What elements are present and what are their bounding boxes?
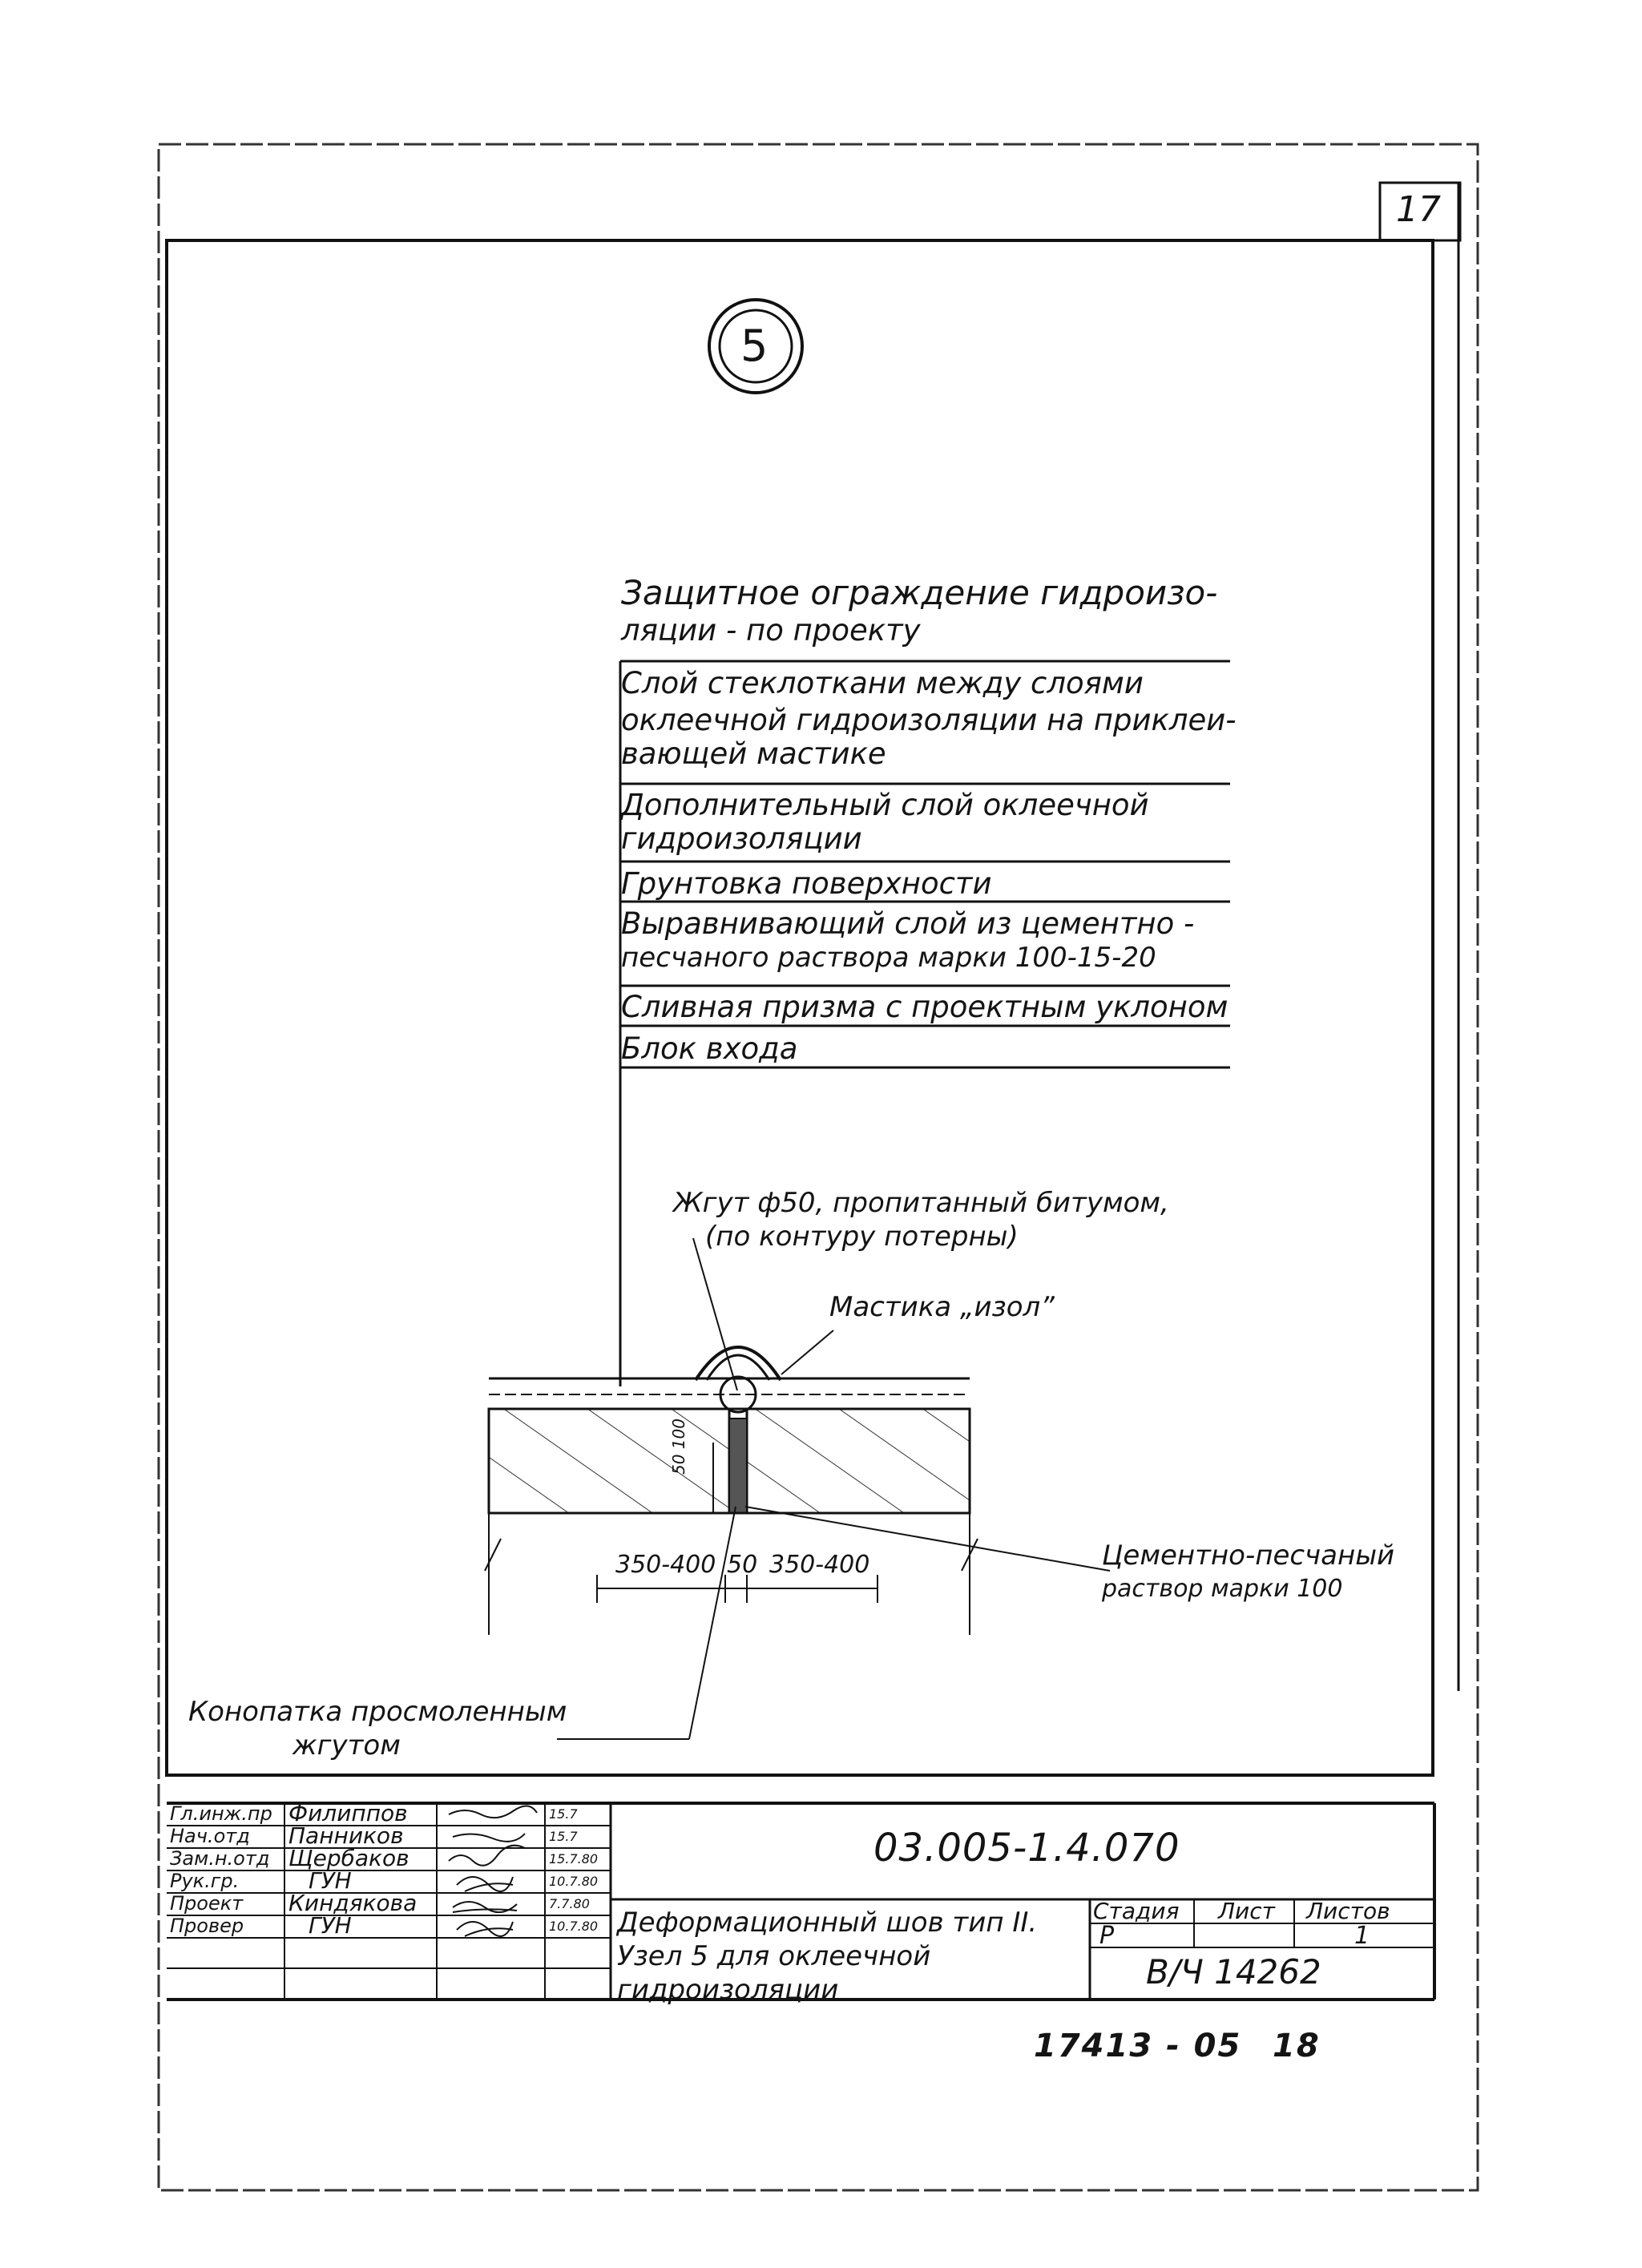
note-line: Грунтовка поверхности	[621, 866, 992, 901]
sheet-number: 17	[1396, 189, 1441, 230]
title-line: Деформационный шов тип II.	[617, 1907, 1038, 1939]
document-code: 03.005-1.4.070	[873, 1826, 1180, 1870]
role-date: 15.7.80	[549, 1851, 599, 1866]
archive-number: 17413 - 05	[1034, 2028, 1242, 2064]
role-date: 15.7	[549, 1829, 578, 1844]
note-entrance-block	[621, 1031, 797, 1067]
callout-mortar	[1102, 1539, 1394, 1606]
role-label: Нач.отд	[170, 1825, 250, 1847]
sheet-header: Лист	[1218, 1898, 1275, 1924]
callout-line: Цементно-песчаный	[1102, 1540, 1395, 1572]
joint-filler	[729, 1419, 747, 1513]
outer-dashed-border	[159, 144, 1478, 2190]
callout-line: Жгут ф50, пропитанный битумом,	[673, 1187, 1169, 1219]
role-name: Филиппов	[288, 1800, 408, 1826]
callout-line: (по контуру потерны)	[705, 1221, 1019, 1253]
note-drain-prism	[621, 989, 1228, 1026]
sheets-header: Листов	[1306, 1898, 1390, 1924]
role-name: ГУН	[309, 1912, 352, 1939]
note-line: Дополнительный слой оклеечной	[621, 788, 1149, 822]
sheets-value: 1	[1354, 1922, 1370, 1950]
note-line: Выравнивающий слой из цементно -	[621, 906, 1195, 941]
note-primer	[621, 866, 992, 902]
stage-value: Р	[1099, 1922, 1115, 1950]
callout-harness	[673, 1186, 1169, 1253]
dimension-gap: 50	[727, 1551, 758, 1579]
note-leveling-layer	[621, 906, 1194, 976]
node-marker-label: 5	[740, 321, 769, 371]
role-label: Рук.гр.	[170, 1870, 240, 1892]
callout-mastic: Мастика „изол”	[829, 1291, 1055, 1323]
role-name: Киндякова	[288, 1890, 418, 1916]
archive-page: 18	[1273, 2028, 1321, 2064]
role-label: Провер	[170, 1915, 244, 1937]
note-line: Слой стеклоткани между слоями	[621, 666, 1144, 700]
role-date: 7.7.80	[549, 1896, 590, 1911]
role-name: Панников	[288, 1822, 404, 1849]
title-line: Узел 5 для оклеечной	[617, 1940, 931, 1972]
organization: В/Ч 14262	[1146, 1952, 1321, 1992]
right-block	[747, 1409, 970, 1513]
left-block	[489, 1409, 729, 1513]
role-date: 10.7.80	[549, 1874, 599, 1889]
joint-section	[485, 1347, 978, 1635]
stage-header: Стадия	[1093, 1898, 1180, 1924]
role-label: Проект	[170, 1892, 244, 1915]
note-additional-layer	[621, 787, 1149, 858]
role-date: 15.7	[549, 1806, 578, 1822]
dimension-right: 350-400	[769, 1551, 870, 1579]
drawing-title	[617, 1906, 1037, 2007]
role-name: Щербаков	[288, 1845, 409, 1871]
note-line: оклеечной гидроизоляции на приклеи-	[621, 703, 1237, 737]
harness-bulge	[696, 1347, 781, 1380]
note-line: Блок входа	[621, 1031, 798, 1066]
callout-caulking	[188, 1695, 567, 1762]
role-label: Гл.инж.пр	[170, 1802, 272, 1825]
dimension-left: 350-400	[615, 1551, 716, 1579]
role-label: Зам.н.отд	[170, 1847, 270, 1870]
role-name: ГУН	[309, 1867, 352, 1894]
callout-line: раствор марки 100	[1102, 1575, 1343, 1603]
note-line: Сливная призма с проектным уклоном	[621, 990, 1228, 1024]
role-date: 10.7.80	[549, 1919, 599, 1934]
note-line: Защитное ограждение гидроизо-	[621, 573, 1218, 612]
dimension-depth: 50 100	[669, 1419, 688, 1475]
note-line: гидроизоляции	[621, 821, 862, 856]
callout-line: жгутом	[292, 1729, 401, 1762]
title-line: гидроизоляции	[617, 1974, 839, 2006]
note-protective-barrier	[621, 572, 1217, 648]
callout-line: Конопатка просмоленным	[188, 1696, 567, 1728]
note-line: вающей мастике	[621, 736, 886, 771]
note-line: песчаного раствора марки 100-15-20	[621, 942, 1156, 974]
note-line: ляции - по проекту	[621, 613, 921, 648]
note-fiberglass-layer	[621, 665, 1237, 773]
